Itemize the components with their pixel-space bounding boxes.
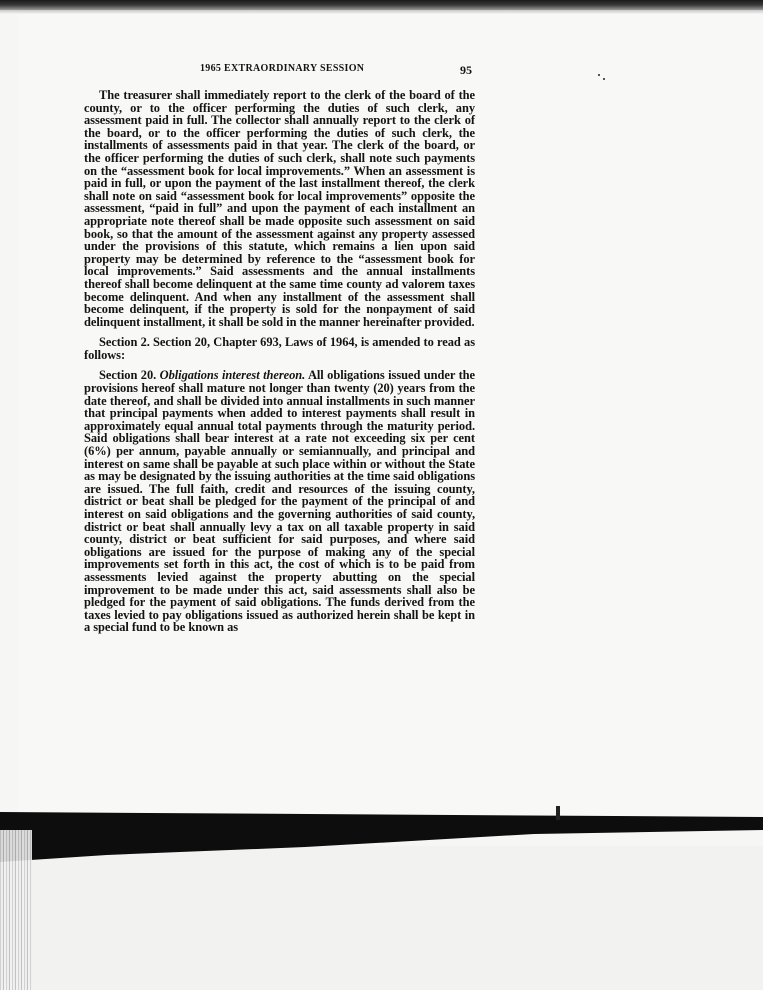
scan-speck xyxy=(603,78,605,80)
lower-scan-area xyxy=(0,846,763,990)
page-header xyxy=(86,63,474,79)
top-scan-edge xyxy=(0,0,763,10)
binding-shadow xyxy=(0,830,32,990)
scan-mark xyxy=(556,806,560,820)
running-head: 1965 EXTRAORDINARY SESSION xyxy=(200,63,365,74)
top-scan-edge-fade xyxy=(0,10,763,14)
section-lead: Section 20. xyxy=(99,368,157,383)
section-title: Obligations interest thereon. xyxy=(159,368,306,383)
scan-speck xyxy=(598,74,600,76)
paragraph-treasurer-report xyxy=(84,89,475,328)
paragraph-section-2 xyxy=(84,336,475,361)
paragraph-text: All obligations issued under the provisions hereof shall mature not longer than twenty (20) years from the date thereof, and shall be divided into annual installments in such manner that principal payments when added to interest payments shall result in approximately equal annual total payments through the maturity period. Said obligations shall bear interest at a rate not exceeding six per cent (6%) per annum, payable annually or semiannually, and principal and interest on same shall be payable at such place within or without the State as may be designated by the issuing authorities at the time said obligations are issued. The full faith, credit and resources of the issuing county, district or beat shall be pledged for the payment of the principal of and interest on said obligations and the governing authorities of said county, district or beat shall annually levy a tax on all taxable property in said county, district or beat sufficient for said purposes, and where said obligations are issued for the purpose of making any of the special improvements set forth in this act, the cost of which is to be paid from assessments levied against the property abutting on the special improvement to be made under this act, said assessments shall also be pledged for the payment of said obligations. The funds derived from the taxes levied to pay obligations issued as authorized herein shall be kept in a special fund to be known as xyxy=(84,368,475,635)
paragraph-text: The treasurer shall immediately report to the clerk of the board of the county, or to the officer performing the duties of such clerk, any assessment paid in full. The collector shall annually report to the clerk of the board, or to the officer performing the duties of such clerk, the installments of assessments paid in that year. The clerk of the board, or the officer performing the duties of such clerk, shall note such payments on the “assessment book for local improvements.” When an assessment is paid in full, or upon the payment of the last installment thereof, the clerk shall note on said “assessment book for local improvements” opposite the assessment, “paid in full” and upon the payment of each installment an appropriate note thereof shall be made opposite such assessment on said book, so that the amount of the assessment against any property assessed under the provisions of this statute, which remains a lien upon said property may be determined by reference to the “assessment book for local improvements.” Said assessments and the annual installments thereof shall become delinquent at the same time county ad valorem taxes become delinquent. And when any installment of the assessment shall become delinquent, if the property is sold for the nonpayment of said delinquent installment, it shall be sold in the manner hereinafter provided. xyxy=(84,88,475,329)
body-text xyxy=(84,89,475,642)
paragraph-section-20 xyxy=(84,369,475,633)
page-number: 95 xyxy=(460,63,472,77)
paragraph-text: Section 2. Section 20, Chapter 693, Laws of 1964, is amended to read as follows: xyxy=(84,335,475,362)
